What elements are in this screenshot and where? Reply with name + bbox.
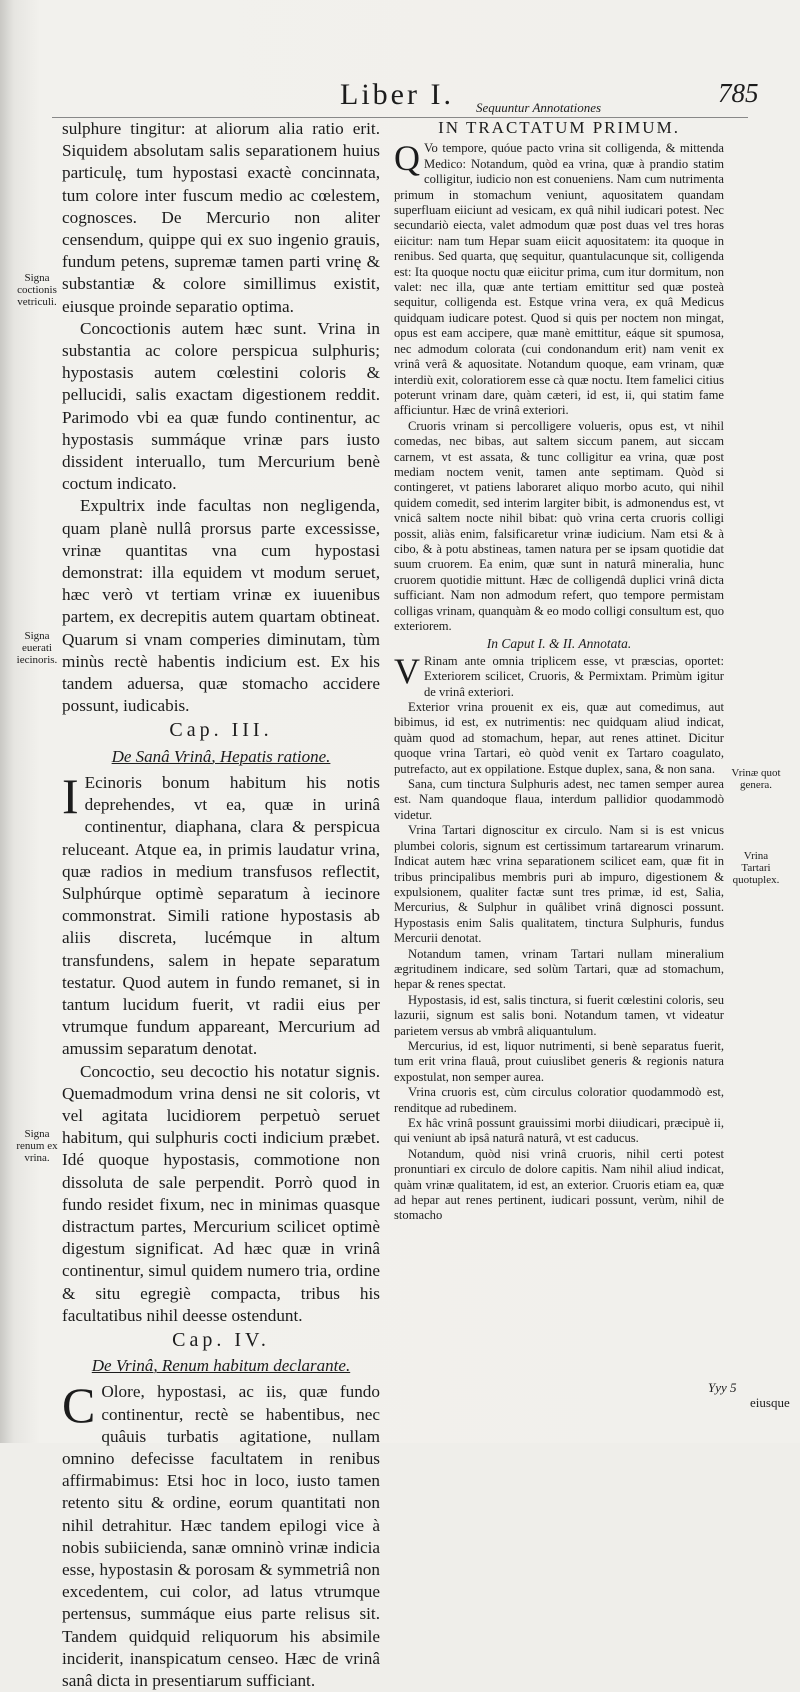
left-paragraph: sulphure tingitur: at aliorum alia ratio erit. Siquidem absolutam salis separationem huius particulę, tum hypostasi exactè concinnata, tum colore inter fuscum medio ac cœlestem, cognosces. De Mercurio non aliter censendum, quippe qui ex suo ingenio grauis, fundum petens, supremæ tamen parti vrinę & substantiæ & colore simillimus existit, eiusque proinde separatio optima.: [62, 119, 380, 316]
right-paragraph: Hypostasis, id est, salis tinctura, si fuerit cœlestini coloris, seu lazurii, signum est salis boni. Notandum tamen, vt videatur parietem versus ab vmbrâ aliquantulum.: [394, 992, 724, 1038]
book-label: Liber I.: [340, 78, 454, 111]
right-paragraph: Vrina Tartari dignoscitur ex circulo. Nam si is est vnicus plumbei coloris, signum est certissimum tartarearum vrinarum. Indicat autem hæc vrina separationem scilicet eam, quæ fit in tribus principalibus membris puri ab impuro, digestionem & expulsionem, qualiter factæ sunt tres primæ, id est, Salia, Mercurius, & Sulphur in quâlibet vrinâ dignosci possunt. Hypostasis enim Salis qualitatem, tinctura Sulphuris, fundus Mercurii denotat.: [394, 823, 724, 946]
margin-note: Vrina Tartari quotuplex.: [732, 850, 780, 886]
chapter-subtitle: De Sanâ Vrinâ, Hepatis ratione.: [111, 746, 331, 766]
right-paragraph: Sana, cum tinctura Sulphuris adest, nec tamen semper aurea est. Nam quandoque flaua, interdum pallidior quodammodò videtur.: [394, 777, 724, 822]
margin-note: Vrinæ quot genera.: [731, 767, 781, 791]
chapter-subtitle: De Vrinâ, Renum habitum declarante.: [91, 1356, 351, 1376]
chapter-heading: Cap. IV.: [172, 1328, 270, 1351]
right-paragraph: Vrina cruoris est, cùm circulus coloratior quodammodò est, renditque ad rubedinem.: [394, 1085, 724, 1115]
sequuntur-label: Sequuntur Annotationes: [476, 100, 602, 115]
right-paragraph: Notandum, quòd nisi vrinâ cruoris, nihil certi potest pronuntiari ex circulo de dolore capitis. Nam nihil aliud indicat, quàm vrinæ qualitatem, id est, an exterior. Cruoris etiam ea, quæ ad hepar aut renes pertinent, iudicari possunt, verùm, nihil de stomacho: [394, 1146, 724, 1223]
drop-capital: Q: [394, 138, 420, 179]
margin-note: Signa coctionis vetriculi.: [17, 272, 57, 308]
page-number: 785: [718, 78, 759, 108]
drop-capital: I: [62, 767, 79, 824]
right-paragraph: [394, 138, 724, 418]
signature-mark: Yyy 5: [708, 1380, 737, 1395]
annotation-heading: In Caput I. & II. Annotata.: [486, 636, 632, 652]
paragraph-text: Ecinoris bonum habitum his notis deprehendes, vt ea, quæ in urinâ continentur, diaphana, clara & perspicua reluceant. Atque ea, in primis laudatur vrina, quæ radios in medium transfusos reflectit, Sulphúrque optimè separatum à iecinore commonstrat. Simili ratione hypostasis ab aliis discreta, lucémque in altum transfundens, salem in hepate separatum testatur. Quod autem in fundo remanet, si in tantum lucidum fuerit, vt radii eius per vtrumque fundum appareant, Mercurium ad amussim separatum denotat.: [62, 772, 380, 1059]
left-paragraph: Concoctionis autem hæc sunt. Vrina in substantia ac colore perspicua sulphuris; hypostasis autem cœlestini coloris & pellucidi, salis exactam digestionem reddit. Parimodo vbi ea quæ fundo continentur, ac hypostasis summáque vrinæ pars iusto dissident interuallo, tum Mercurium benè coctum indicato.: [62, 318, 380, 494]
paragraph-text: Olore, hypostasi, ac iis, quæ fundo continentur, rectè se habentibus, nec quâuis turbatis agitatione, nullam omnino defecisse facultatem in renibus affirmabimus: Etsi hoc in loco, iusto tamen retento situ & ordine, eorum quantitati non nihil detrahitur. Hæc tandem epilogi vice à nobis subiicienda, sanæ omninò vrinæ indicia esse, hypostasin & porosam & symmetriâ non excedentem, cui color, ad latus vtrumque pertensus, summáque eius parte relisus sit. Tandem quidquid reliquorum his absimile inciderit, inanspicatum censeo. Hæc de vrinâ sanâ dicta in presentiarum sufficiant.: [62, 1382, 380, 1691]
left-paragraph: [62, 767, 380, 1061]
margin-note: Signa renum ex vrina.: [16, 1128, 58, 1164]
section-title: IN TRACTATUM PRIMUM.: [438, 118, 680, 137]
catchword: eiusque: [750, 1395, 790, 1410]
right-paragraph: Cruoris vrinam si percolligere volueris, opus est, vt nihil comedas, nec bibas, aut saltem siccum panem, aut siccam carnem, vt est assata, & tunc colligitur ea vrina, quæ post mediam noctem venit, tamen ante septimam. Quòd si contingeret, vt patiens laboraret aliquo morbo acuto, qui nihil quidem comedit, sed interim largiter bibit, is admonendus est, vt vnicâ saltem nocte nihil bibat: quò vrina certa cruoris colligi possit, aliàs enim, falsificaretur vrinæ iudicium. Nam etsi & à cibo, & à potu abstineas, tamen natura per se ipsam quotidie dat suum cruorem. Ea enim, quæ sunt in naturâ mineralia, hunc cruorem quotidie mittunt. Hæc de colligendâ duplici vrinâ dicta sufficiant. Nam non admodum refert, quo tempore permistam colligas vrinam, quanquàm & eo modo colligi consultum est, quo exteriorem.: [394, 418, 724, 633]
margin-note: Signa euerati iecinoris.: [16, 630, 58, 666]
right-paragraph: [394, 650, 724, 700]
left-paragraph: Expultrix inde facultas non negligenda, quam planè nullâ prorsus parte excessisse, vrinæ quantitas vna cum hypostasi demonstrat: illa equidem vt modum seruet, hæc verò vt tertiam vrinæ ex iuuenibus partem, ex decrepitis autem quartam obtineat. Quarum si vnam comperies diminutam, tùm minùs rectè habentis indicium est. Ex his tandem aduersa, quæ stomacho accidere possunt, iudicabis.: [62, 496, 380, 716]
left-column: [62, 118, 380, 1692]
right-paragraph: Mercurius, id est, liquor nutrimenti, si benè separatus fuerit, tum erit vrina flauâ, prout cuiuslibet generis & regionis natura expostulat, non semper aurea.: [394, 1038, 724, 1084]
left-paragraph: Concoctio, seu decoctio his notatur signis. Quemadmodum vrina densi ne sit coloris, vt vel agitata lucidiorem perpetuò seruet habitum, qui sulphuris cocti indicium præbet. Idé quoque hypostasis, commotione non dissoluta de sale perpendit. Porrò quod in fundo residet fixum, nec in minimas quasque distractum partes, Mercurium scilicet optimè digestum significat. Ad hæc quæ in vrinâ continentur, simul quidem numero tria, ordine & situ egregiè compacta, tribus his facultatibus nihil deesse ostendunt.: [62, 1061, 380, 1325]
drop-capital: C: [62, 1377, 96, 1434]
right-column: [394, 118, 724, 1224]
right-paragraph: Ex hâc vrinâ possunt grauissimi morbi diiudicari, præcipuè ii, qui veniunt ab ipsâ naturâ naturâ, vt est caducus.: [394, 1116, 724, 1146]
running-head: [0, 78, 800, 118]
drop-capital: V: [394, 650, 420, 691]
paragraph-text: Vo tempore, quóue pacto vrina sit colligenda, & mittenda Medico: Notandum, quòd ea vrina, quæ à prandio statim colligitur, iudicio non est conueniens. Nam cum nutrimenta primum in stomachum veniunt, aquositatem quandam superfluam eiiciunt ad vesicam, ex quâ nihil iudicari potest. Nec secundariò eiecta, valet admodum quæ post duas vel tres horas eiicitur: nam tum Hepar suam eiicit aquositatem: ita quoque in renibus. Sed quarta, quę sequitur, quantulacunque sit, colligenda est: Ita quoque noctu quæ eiicitur prima, cum itur dormitum, non valet: nec illa, quæ ante tertiam emittitur sed quæ posteà sequitur, colligenda est. Estque vrina vera, ex quâ Medicus quidquam iudicare potest. Quod si quis per noctem non mingat, opus est eam accipere, quæ manè emittitur, eáque sit spumosa, nec admodum colorata (cui condonandum erit) nam venit ex vrinâ verâ & aquositate. Notandum quoque, eam vrinam, quæ interdiù exit, coloratiorem esse cà quæ noctu. Item famelici citius poterunt vrinam dare, quàm cæteri, id est, ii, qui statim fame afficiuntur. Hæc de vrinâ exteriori.: [394, 141, 724, 418]
right-paragraph: Notandum tamen, vrinam Tartari nullam mineralium ægritudinem indicare, sed solùm Tartari, quæ ad stomachum, hepar & renes spectat.: [394, 946, 724, 992]
left-paragraph: [62, 1377, 380, 1692]
paragraph-text: Rinam ante omnia triplicem esse, vt præscias, oportet: Exteriorem scilicet, Cruoris, & Permixtam. Primùm igitur de vrinâ exteriori.: [424, 653, 724, 699]
chapter-heading: Cap. III.: [169, 719, 273, 742]
right-paragraph: Exterior vrina prouenit ex eis, quæ aut comedimus, aut bibimus, id est, ex nutrimentis: nec quidquam aliud indicat, quàm quod ad stomachum, hepar, aut renes attinet. Dicitur quoque vrina Tartari, eò quòd venit ex Tartaro coagulato, putrefacto, aut ex oppilatione. Estque duplex, sana, & non sana.: [394, 700, 724, 776]
